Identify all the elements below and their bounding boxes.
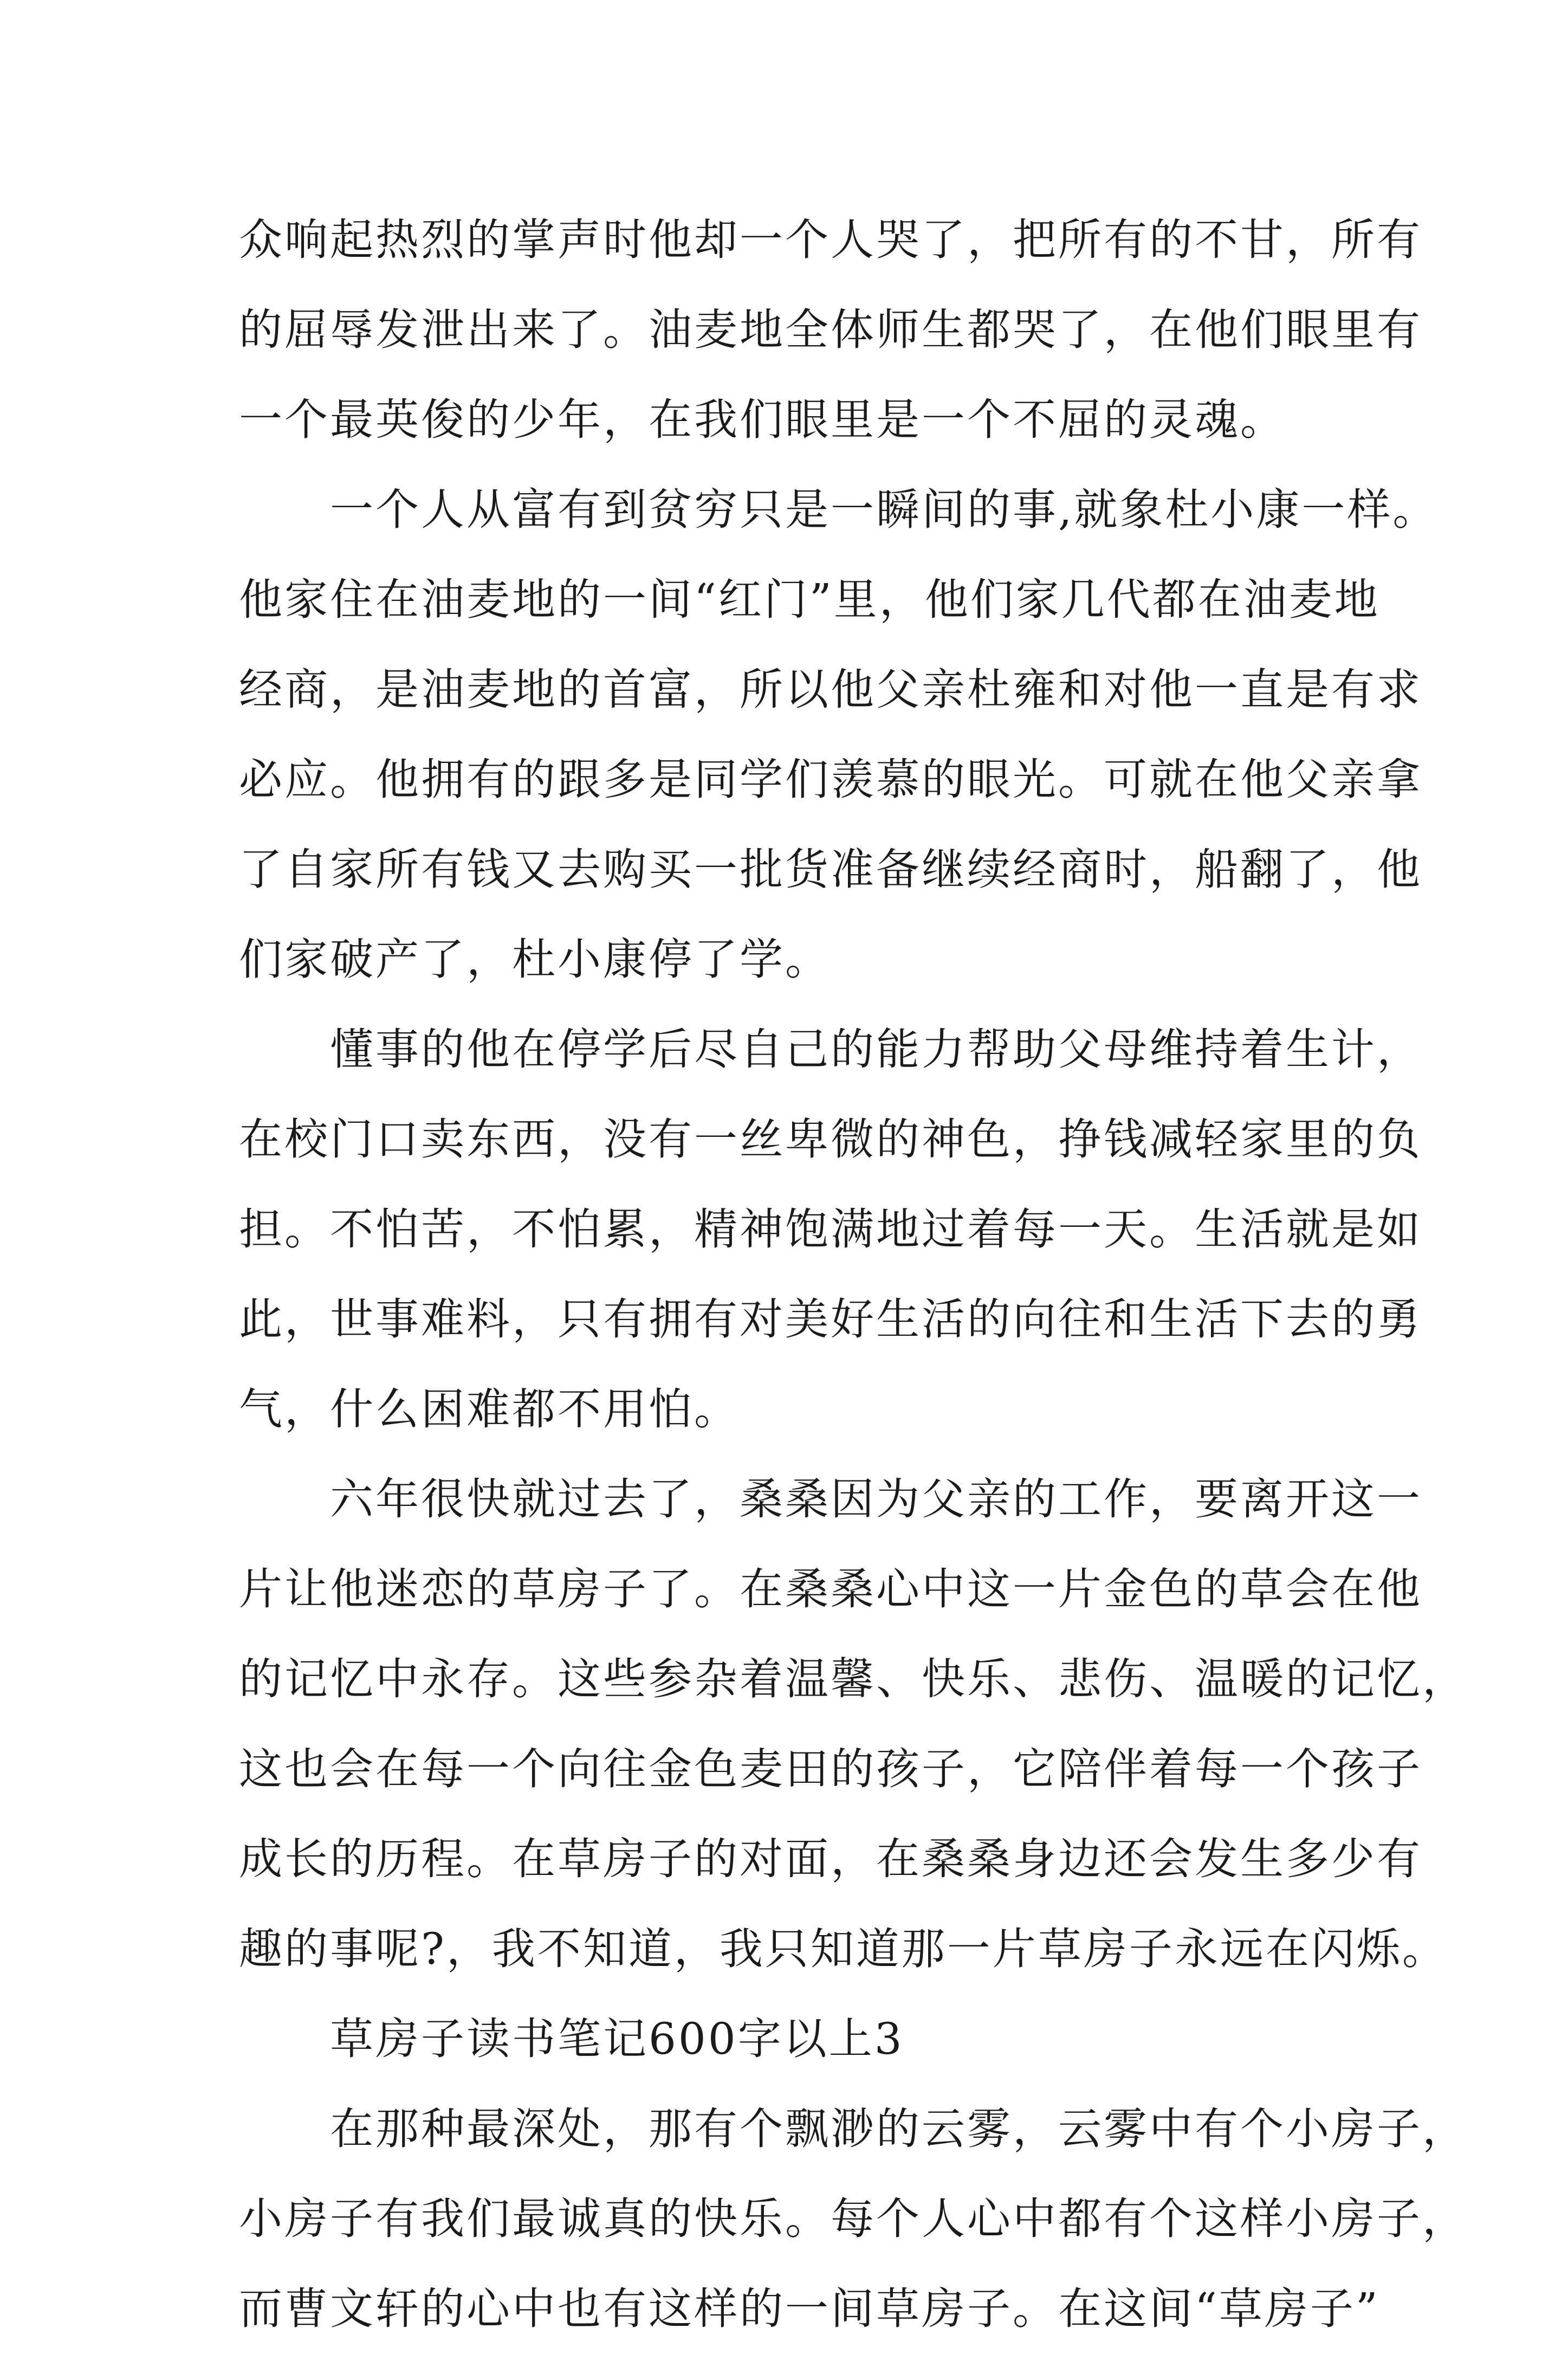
text-line: 一个人从富有到贫穷只是一瞬间的事,就象杜小康一样。 [239, 484, 1439, 535]
text-line: 片让他迷恋的草房子了。在桑桑心中这一片金色的草会在他 [239, 1564, 1422, 1614]
text-line: 担。不怕苦，不怕累，精神饱满地过着每一天。生活就是如 [239, 1204, 1422, 1254]
text-line: 成长的历程。在草房子的对面，在桑桑身边还会发生多少有 [239, 1834, 1422, 1884]
text-line: 小房子有我们最诚真的快乐。每个人心中都有个这样小房子， [239, 2194, 1468, 2244]
text-line: 懂事的他在停学后尽自己的能力帮助父母维持着生计， [239, 1024, 1422, 1075]
text-line: 必应。他拥有的跟多是同学们羡慕的眼光。可就在他父亲拿 [239, 754, 1422, 805]
text-line: 众响起热烈的掌声时他却一个人哭了，把所有的不甘，所有 [239, 215, 1422, 265]
text-line: 在那种最深处，那有个飘渺的云雾，云雾中有个小房子， [239, 2104, 1468, 2154]
text-line: 的屈辱发泄出来了。油麦地全体师生都哭了，在他们眼里有 [239, 305, 1422, 355]
section-heading: 草房子读书笔记600字以上3 [239, 2014, 904, 2064]
text-line: 一个最英俊的少年，在我们眼里是一个不屈的灵魂。 [239, 395, 1286, 445]
text-line: 趣的事呢?，我不知道，我只知道那一片草房子永远在闪烁。 [239, 1924, 1448, 1974]
text-line: 们家破产了，杜小康停了学。 [239, 934, 831, 985]
text-line: 这也会在每一个向往金色麦田的孩子，它陪伴着每一个孩子 [239, 1744, 1422, 1794]
text-line: 了自家所有钱又去购买一批货准备继续经商时，船翻了，他 [239, 844, 1422, 895]
text-line: 他家住在油麦地的一间“红门”里，他们家几代都在油麦地 [239, 574, 1380, 625]
text-line: 经商，是油麦地的首富，所以他父亲杜雍和对他一直是有求 [239, 664, 1422, 715]
text-line: 在校门口卖东西，没有一丝卑微的神色，挣钱减轻家里的负 [239, 1114, 1422, 1165]
text-line: 六年很快就过去了，桑桑因为父亲的工作，要离开这一 [239, 1474, 1422, 1524]
text-line: 的记忆中永存。这些参杂着温馨、快乐、悲伤、温暖的记忆， [239, 1654, 1468, 1704]
text-line: 此，世事难料，只有拥有对美好生活的向往和生活下去的勇 [239, 1294, 1422, 1344]
text-line: 气，什么困难都不用怕。 [239, 1384, 740, 1434]
body-text [239, 195, 1468, 2354]
text-line: 而曹文轩的心中也有这样的一间草房子。在这间“草房子” [239, 2284, 1380, 2334]
